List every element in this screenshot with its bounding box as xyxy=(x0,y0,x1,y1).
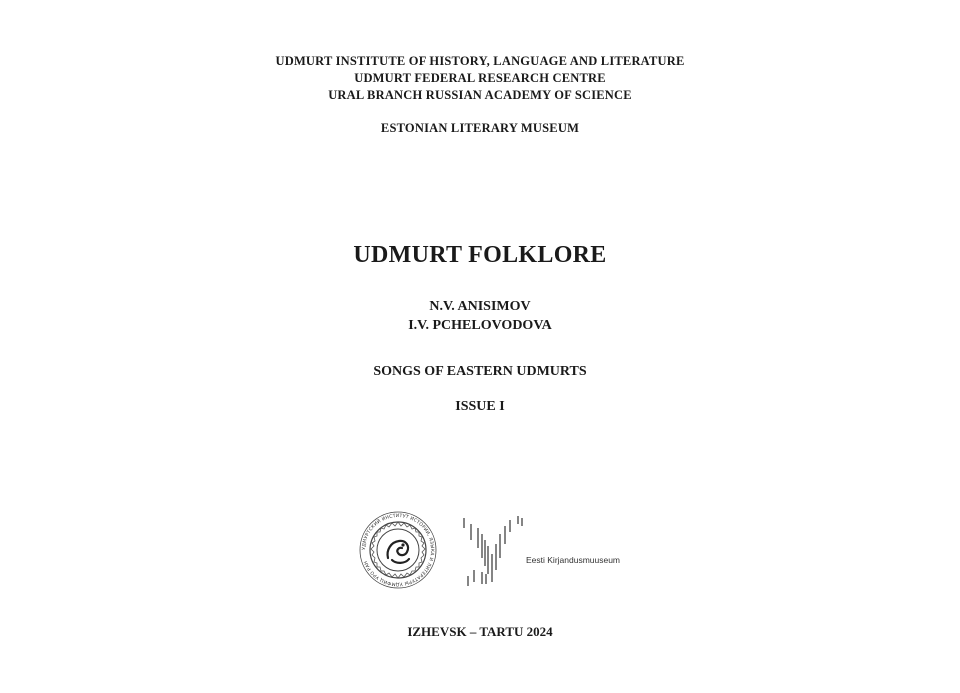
authors-block xyxy=(0,297,960,335)
publisher-logos xyxy=(358,510,621,590)
institution-line-3: URAL BRANCH RUSSIAN ACADEMY OF SCIENCE xyxy=(328,88,632,102)
seal-ring-text: УДМУРТСКИЙ ИНСТИТУТ ИСТОРИИ, ЯЗЫКА И ЛИТЕРАТУРЫ УДМФИЦ УРО РАН xyxy=(361,513,435,587)
book-title: UDMURT FOLKLORE xyxy=(353,242,607,268)
author-2: I.V. PCHELOVODOVA xyxy=(408,318,552,333)
issue-label: ISSUE I xyxy=(455,399,505,414)
eesti-kirjandusmuuseum-logo-icon xyxy=(462,514,526,586)
institution-line-1: UDMURT INSTITUTE OF HISTORY, LANGUAGE AND LITERATURE xyxy=(275,54,685,68)
museum-logo-name: Eesti Kirjandusmuuseum xyxy=(526,555,621,565)
author-1: N.V. ANISIMOV xyxy=(429,299,531,314)
institution-line-2: UDMURT FEDERAL RESEARCH CENTRE xyxy=(354,71,606,85)
imprint: IZHEVSK – TARTU 2024 xyxy=(407,624,553,639)
book-subtitle: SONGS OF EASTERN UDMURTS xyxy=(373,364,587,379)
udmurt-institute-seal-icon xyxy=(358,510,438,590)
partner-institution: ESTONIAN LITERARY MUSEUM xyxy=(380,121,580,135)
institutions-block xyxy=(0,53,960,104)
